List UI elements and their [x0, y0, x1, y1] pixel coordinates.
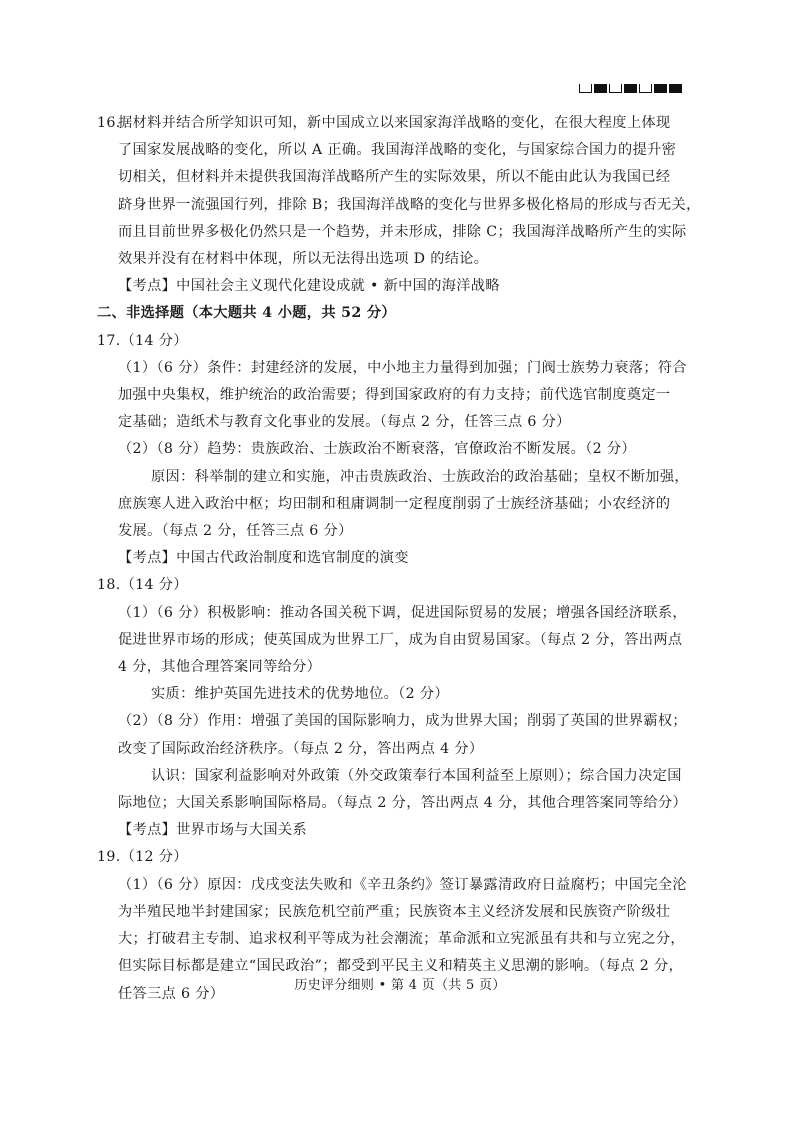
question-number: 16.	[97, 115, 121, 131]
text-line: 实质：维护英国先进技术的优势地位。（2 分）	[151, 686, 449, 703]
section-heading: 二、非选择题（本大题共 4 小题，共 52 分）	[97, 305, 396, 322]
text-line: （2）（8 分）趋势：贵族政治、士族政治不断衰落，官僚政治不断发展。（2 分）	[118, 441, 636, 458]
text-line: 了国家发展战略的变化，所以 A 正确。我国海洋战略的变化，与国家综合国力的提升密	[118, 142, 677, 159]
text-line: 任答三点 6 分）	[118, 985, 225, 1002]
code-mark	[669, 84, 682, 93]
question-16	[97, 110, 701, 300]
text-line: （2）（8 分）作用：增强了美国的国际影响力，成为世界大国；削弱了英国的世界霸权；	[118, 713, 687, 730]
question-header: 17.（14 分）	[97, 332, 188, 349]
text-line: 但实际目标都是建立“国民政治”；都受到平民主义和精英主义思潮的影响。（每点 2 分，	[118, 958, 684, 975]
text-line: 据材料并结合所学知识可知，新中国成立以来国家海洋战略的变化，在很大程度上体现	[118, 115, 671, 131]
code-mark	[639, 84, 652, 93]
text-line: 切相关，但材料并未提供我国海洋战略所产生的实际效果，所以不能由此认为我国已经	[118, 169, 671, 186]
question-header: 19.（12 分）	[97, 849, 188, 866]
text-line: （1）（6 分）积极影响：推动各国关税下调，促进国际贸易的发展；增强各国经济联系，	[118, 604, 687, 621]
kaodian-note: 【考点】世界市场与大国关系	[118, 822, 307, 839]
text-line: 为半殖民地半封建国家；民族危机空前严重；民族资本主义经济发展和民族资产阶级壮	[118, 903, 671, 920]
text-line: 效果并没有在材料中体现，所以无法得出选项 D 的结论。	[118, 251, 489, 268]
code-mark	[654, 84, 667, 93]
question-18	[97, 572, 687, 844]
kaodian-note: 【考点】中国古代政治制度和选官制度的演变	[118, 550, 409, 567]
text-line: 认识：国家利益影响对外政策（外交政策奉行本国利益至上原则）；综合国力决定国	[151, 767, 682, 784]
text-line: （1）（6 分）条件：封建经济的发展，中小地主力量得到加强；门阀士族势力衰落；符合	[118, 359, 687, 376]
text-line: 而且目前世界多极化仍然只是一个趋势，并未形成，排除 C；我国海洋战略所产生的实际	[118, 223, 687, 240]
text-line: 4 分，其他合理答案同等给分）	[118, 659, 322, 676]
text-line: 原因：科举制的建立和实施，冲击贵族政治、士族政治的政治基础；皇权不断加强，	[151, 468, 689, 485]
page-code-marks	[579, 84, 682, 93]
question-header: 18.（14 分）	[97, 577, 188, 594]
code-mark	[579, 84, 592, 93]
text-line: 大；打破君主专制、追求权利平等成为社会潮流；革命派和立宪派虽有共和与立宪之分，	[118, 931, 685, 948]
question-17	[97, 328, 689, 573]
text-line: 促进世界市场的形成；使英国成为世界工厂，成为自由贸易国家。（每点 2 分，答出两点	[118, 631, 683, 648]
text-line: 改变了国际政治经济秩序。（每点 2 分，答出两点 4 分）	[118, 740, 484, 757]
code-mark	[609, 84, 622, 93]
text-line: 定基础；造纸术与教育文化事业的发展。（每点 2 分，任答三点 6 分）	[118, 414, 571, 431]
page-footer: 历史评分细则 • 第 4 页（共 5 页）	[294, 978, 506, 993]
kaodian-note: 【考点】中国社会主义现代化建设成就 • 新中国的海洋战略	[118, 278, 500, 295]
page-content	[97, 110, 701, 1008]
code-mark	[594, 84, 607, 93]
text-line: 发展。（每点 2 分，任答三点 6 分）	[118, 523, 353, 540]
text-line: 加强中央集权，维护统治的政治需要；得到国家政府的有力支持；前代选官制度奠定一	[118, 387, 671, 404]
code-mark	[624, 84, 637, 93]
text-line: 庶族寒人进入政治中枢；均田制和租庸调制一定程度削弱了士族经济基础；小农经济的	[118, 495, 671, 512]
text-line: （1）（6 分）原因：戊戌变法失败和《辛丑条约》签订暴露清政府日益腐朽；中国完全沦	[118, 876, 687, 893]
text-line: 际地位；大国关系影响国际格局。（每点 2 分，答出两点 4 分，其他合理答案同等给分）	[118, 795, 687, 812]
text-line: 跻身世界一流强国行列，排除 B；我国海洋战略的变化与世界多极化格局的形成与否无关，	[118, 196, 701, 213]
